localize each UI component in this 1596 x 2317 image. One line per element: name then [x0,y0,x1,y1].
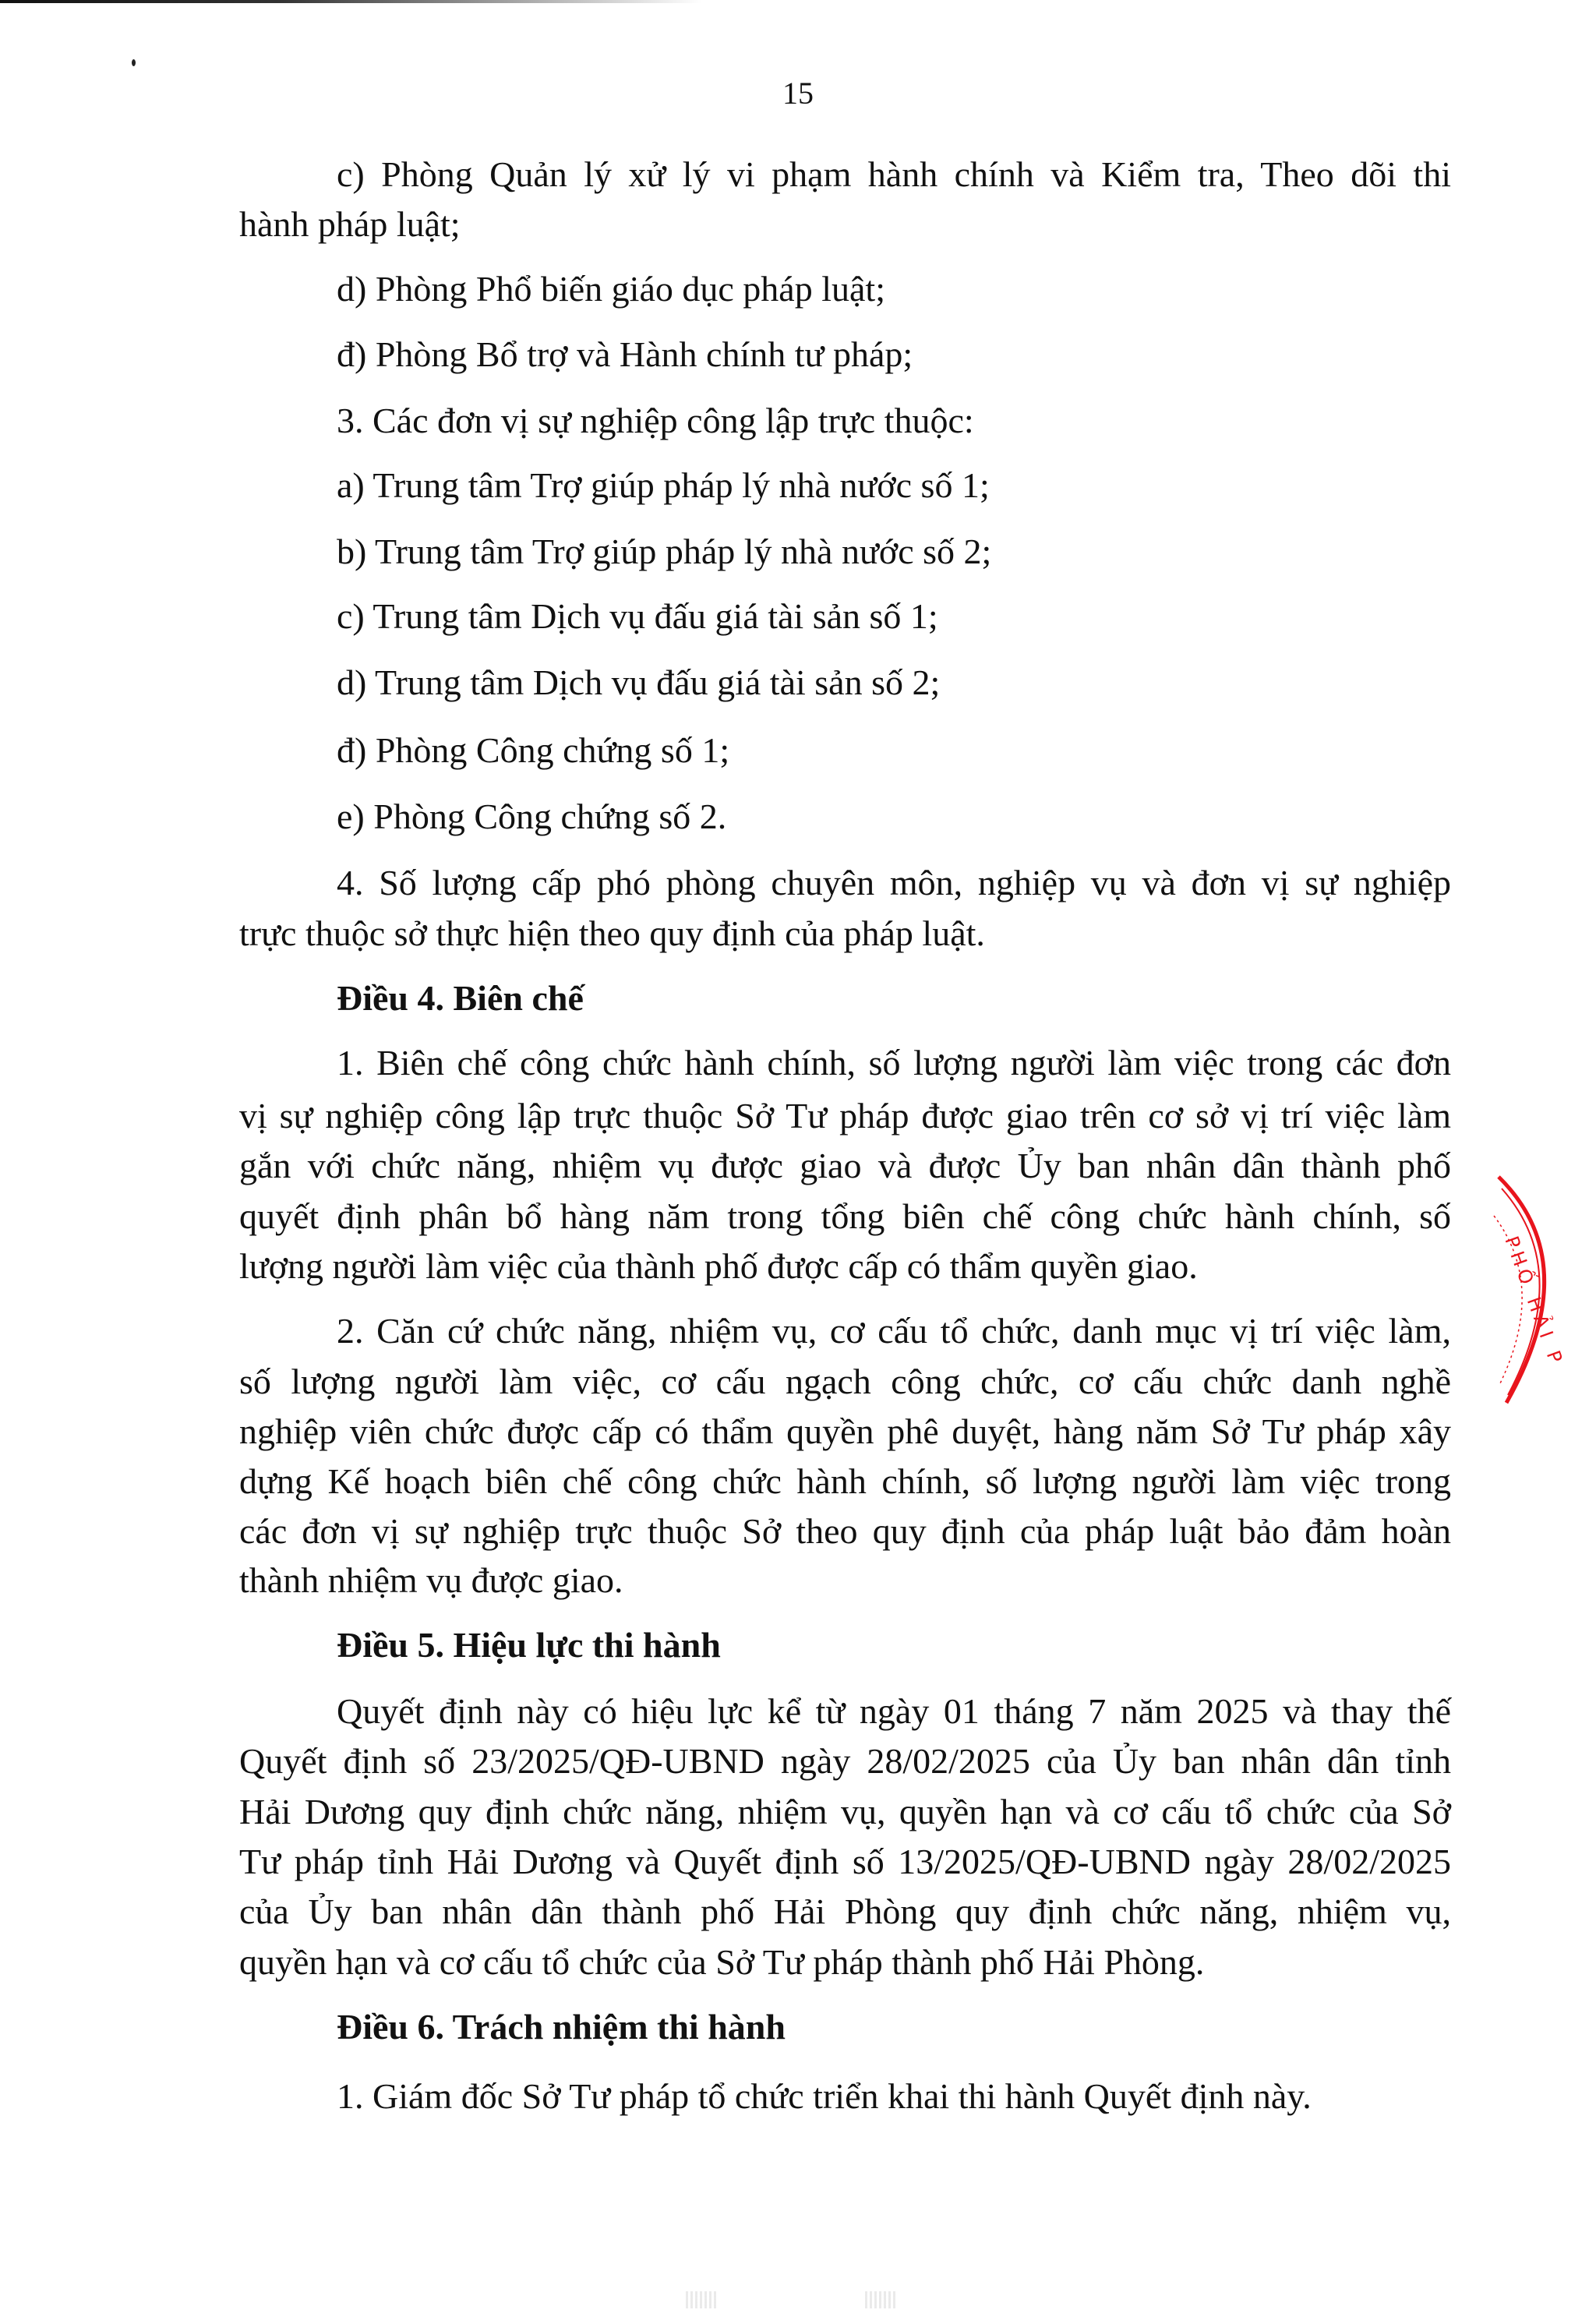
clause-4-line1: 4. Số lượng cấp phó phòng chuyên môn, nghiệp vụ và đơn vị sự nghiệp [337,863,1451,902]
scan-edge [0,0,701,3]
article-5-para-line: của Ủy ban nhân dân thành phố Hải Phòng quy định chức năng, nhiệm vụ, [239,1891,1451,1931]
red-seal-stamp [1485,1169,1594,1411]
clause-3-item-d: d) Trung tâm Dịch vụ đấu giá tài sản số 2; [337,662,941,702]
article-4-para2-line: dựng Kế hoạch biên chế công chức hành chính, số lượng người làm việc trong [239,1461,1451,1501]
seal-text-fragment: PHỐ HẢI P [1500,1233,1569,1371]
clause-3-item-e: e) Phòng Công chứng số 2. [337,796,727,836]
article-4-para2-line: nghiệp viên chức được cấp có thẩm quyền phê duyệt, hàng năm Sở Tư pháp xây [239,1411,1451,1451]
article-4-para1-line: 1. Biên chế công chức hành chính, số lượng người làm việc trong các đơn [337,1043,1451,1083]
clause-3-heading: 3. Các đơn vị sự nghiệp công lập trực thuộc: [337,401,974,440]
scan-speck [132,59,136,66]
article-5-para-line: Quyết định số 23/2025/QĐ-UBND ngày 28/02/2025 của Ủy ban nhân dân tỉnh [239,1741,1451,1781]
list-item-c-line1: c) Phòng Quản lý xử lý vi phạm hành chính và Kiểm tra, Theo dõi thi [337,154,1451,194]
article-5-para-line: quyền hạn và cơ cấu tổ chức của Sở Tư pháp thành phố Hải Phòng. [239,1942,1205,1982]
clause-3-item-a: a) Trung tâm Trợ giúp pháp lý nhà nước số 1; [337,465,990,505]
clause-4-line2: trực thuộc sở thực hiện theo quy định của pháp luật. [239,913,985,953]
article-4-title: Điều 4. Biên chế [337,978,584,1018]
bleed-through-mark [686,2291,717,2308]
article-4-para1-line: gắn với chức năng, nhiệm vụ được giao và được Ủy ban nhân dân thành phố [239,1146,1451,1185]
article-4-para2-line: thành nhiệm vụ được giao. [239,1560,623,1600]
bleed-through-mark [865,2291,896,2308]
article-6-para-line: 1. Giám đốc Sở Tư pháp tổ chức triển khai thi hành Quyết định này. [337,2076,1312,2116]
page-number: 15 [782,76,814,111]
clause-3-item-dd: đ) Phòng Công chứng số 1; [337,730,730,770]
article-5-title: Điều 5. Hiệu lực thi hành [337,1625,721,1665]
article-4-para1-line: vị sự nghiệp công lập trực thuộc Sở Tư pháp được giao trên cơ sở vị trí việc làm [239,1096,1451,1136]
article-4-para1-line: lượng người làm việc của thành phố được cấp có thẩm quyền giao. [239,1246,1198,1286]
clause-3-item-c: c) Trung tâm Dịch vụ đấu giá tài sản số 1; [337,596,938,636]
article-6-title: Điều 6. Trách nhiệm thi hành [337,2007,786,2047]
list-item-d: d) Phòng Phổ biến giáo dục pháp luật; [337,269,885,309]
article-4-para1-line: quyết định phân bổ hàng năm trong tổng biên chế công chức hành chính, số [239,1196,1451,1236]
article-4-para2-line: số lượng người làm việc, cơ cấu ngạch công chức, cơ cấu chức danh nghề [239,1362,1451,1401]
article-4-para2-line: các đơn vị sự nghiệp trực thuộc Sở theo quy định của pháp luật bảo đảm hoàn [239,1511,1451,1551]
article-5-para-line: Hải Dương quy định chức năng, nhiệm vụ, quyền hạn và cơ cấu tổ chức của Sở [239,1792,1451,1831]
clause-3-item-b: b) Trung tâm Trợ giúp pháp lý nhà nước số 2; [337,532,992,571]
article-5-para-line: Tư pháp tỉnh Hải Dương và Quyết định số 13/2025/QĐ-UBND ngày 28/02/2025 [239,1842,1451,1881]
article-4-para2-line: 2. Căn cứ chức năng, nhiệm vụ, cơ cấu tổ chức, danh mục vị trí việc làm, [337,1311,1451,1351]
article-5-para-line: Quyết định này có hiệu lực kể từ ngày 01 tháng 7 năm 2025 và thay thế [337,1691,1451,1731]
list-item-c-line2: hành pháp luật; [239,204,461,244]
list-item-dd: đ) Phòng Bổ trợ và Hành chính tư pháp; [337,334,913,374]
